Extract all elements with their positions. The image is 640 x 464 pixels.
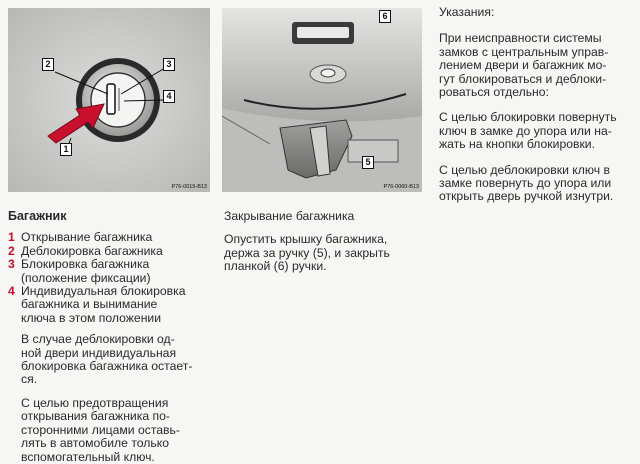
callout-3: 3 bbox=[163, 58, 175, 71]
callout-6: 6 bbox=[379, 10, 391, 23]
figure-code: P76-0019-B13 bbox=[171, 184, 207, 190]
trunk-paragraph-1: В случае деблокировки од- ной двери индивидуальная блокировка багажника остает- ся. bbox=[21, 332, 193, 387]
legend-item-4: 4 Индивидуальная блокировка багажника и вынимание ключа в этом положении bbox=[8, 284, 186, 325]
closing-paragraph: Опустить крышку багажника, держа за ручку (5), и закрыть планкой (6) ручки. bbox=[224, 232, 390, 274]
trunk-paragraph-2: С целью предотвращения открывания багажника по- сторонними лицами оставь- лять в автомобиле только вспомогательный ключ. bbox=[21, 395, 180, 464]
notes-paragraph-3: С целью деблокировки ключ в замке повернуть до упора или открыть дверь ручкой изнутри. bbox=[439, 162, 614, 204]
trunk-lid-figure bbox=[222, 8, 422, 192]
section-heading: Багажник bbox=[8, 209, 67, 223]
notes-column bbox=[439, 6, 637, 204]
notes-paragraph-1: При неисправности системы замков с центральным управ- лением двери и багажник мо- гут блокироваться и деблоки- роваться отдельно: bbox=[439, 31, 609, 100]
callout-1: 1 bbox=[60, 143, 72, 156]
notes-heading: Указания: bbox=[439, 5, 495, 19]
figure-code: P76-0060-B13 bbox=[383, 184, 419, 190]
callout-5: 5 bbox=[362, 156, 374, 169]
lock-cylinder-figure bbox=[8, 8, 210, 192]
legend-list bbox=[8, 231, 214, 325]
legend-item-1: 1 Открывание багажника bbox=[8, 230, 153, 245]
trunk-section bbox=[8, 210, 214, 464]
callout-4: 4 bbox=[163, 90, 175, 103]
legend-item-3: 3 Блокировка багажника (положение фиксации) bbox=[8, 257, 151, 285]
notes-paragraph-2: С целью блокировки повернуть ключ в замке до упора или на- жать на кнопки блокировки. bbox=[439, 110, 617, 152]
trunk-lid-illustration bbox=[222, 8, 422, 192]
legend-item-2: 2 Деблокировка багажника bbox=[8, 243, 163, 258]
callout-2: 2 bbox=[42, 58, 54, 71]
lock-cylinder-illustration bbox=[8, 8, 210, 192]
closing-section bbox=[224, 210, 424, 274]
closing-heading: Закрывание багажника bbox=[224, 209, 355, 223]
